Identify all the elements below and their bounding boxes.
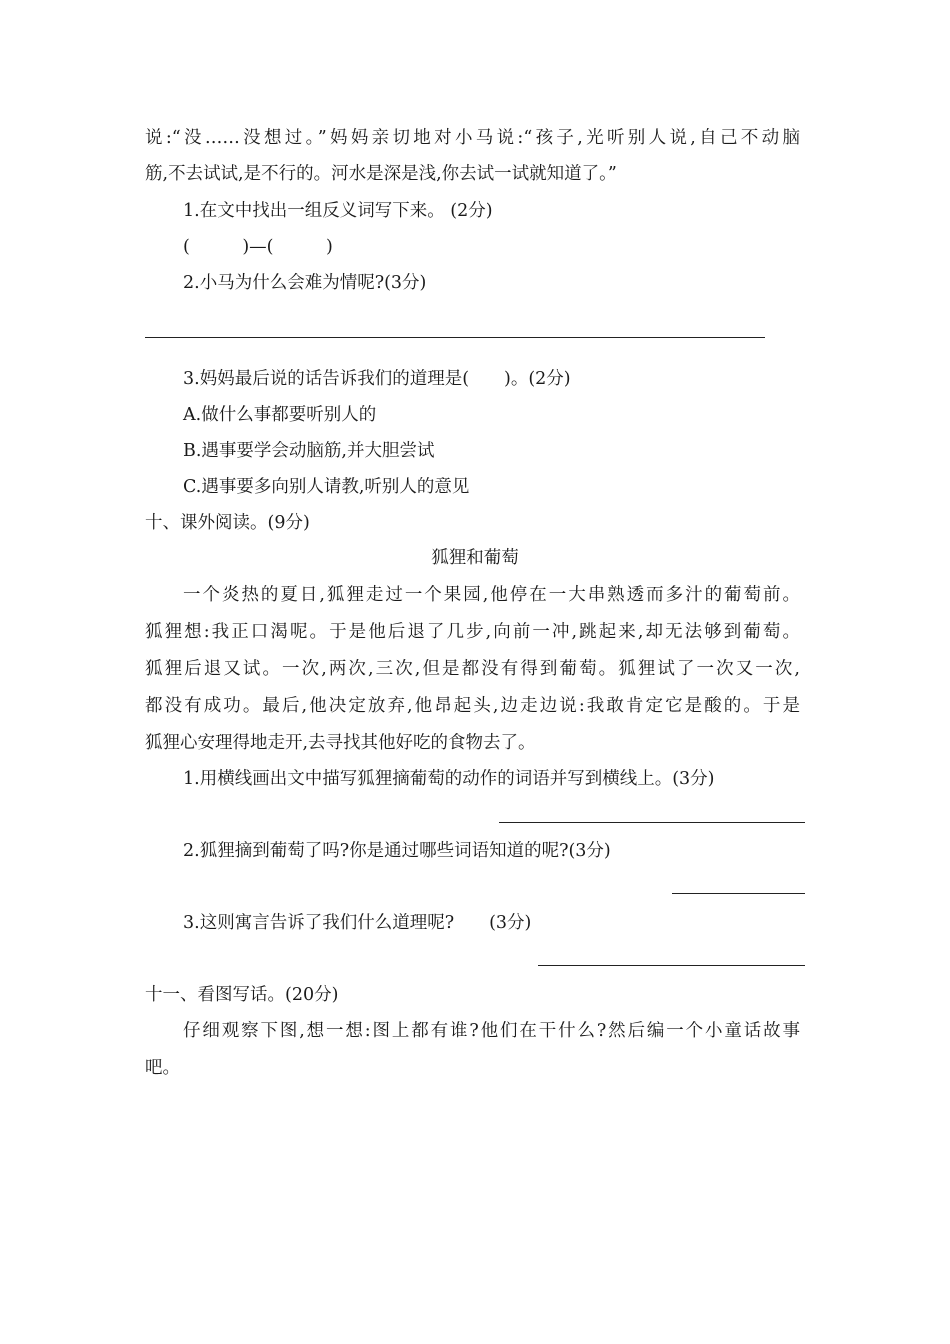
q9-answer-line-2[interactable] xyxy=(145,337,765,338)
q9-question-3: 3.妈妈最后说的话告诉我们的道理是( )。(2分) xyxy=(183,369,571,389)
story-line-1: 一个炎热的夏日,狐狸走过一个果园,他停在一大串熟透而多汁的葡萄前。 xyxy=(183,585,800,605)
q9-option-c: C.遇事要多向别人请教,听别人的意见 xyxy=(183,477,470,497)
s10-answer-line-2[interactable] xyxy=(672,893,805,894)
q9-question-2: 2.小马为什么会难为情呢?(3分) xyxy=(183,273,427,293)
s10-question-2: 2.狐狸摘到葡萄了吗?你是通过哪些词语知道的呢?(3分) xyxy=(183,841,611,861)
s11-prompt-line-2: 吧。 xyxy=(145,1058,180,1078)
passage-line-2: 筋,不去试试,是不行的。河水是深是浅,你去试一试就知道了。” xyxy=(145,164,617,184)
q9-option-a: A.做什么事都要听别人的 xyxy=(183,405,377,425)
section-10-heading: 十、课外阅读。(9分) xyxy=(145,513,310,533)
q9-question-1: 1.在文中找出一组反义词写下来。 (2分) xyxy=(183,201,493,221)
s10-question-3: 3.这则寓言告诉了我们什么道理呢? (3分) xyxy=(183,913,532,933)
s10-question-1: 1.用横线画出文中描写狐狸摘葡萄的动作的词语并写到横线上。(3分) xyxy=(183,769,715,789)
s11-prompt-line-1: 仔细观察下图,想一想:图上都有谁?他们在干什么?然后编一个小童话故事 xyxy=(183,1021,800,1041)
q9-antonym-blank[interactable]: ( )—( ) xyxy=(183,237,333,257)
story-title: 狐狸和葡萄 xyxy=(431,548,519,568)
s10-answer-line-1[interactable] xyxy=(499,822,805,823)
q9-option-b: B.遇事要学会动脑筋,并大胆尝试 xyxy=(183,441,435,461)
story-line-3: 狐狸后退又试。一次,两次,三次,但是都没有得到葡萄。狐狸试了一次又一次, xyxy=(145,659,800,679)
s10-answer-line-3[interactable] xyxy=(538,965,805,966)
passage-line-1: 说:“没……没想过。”妈妈亲切地对小马说:“孩子,光听别人说,自己不动脑 xyxy=(145,128,800,148)
story-line-5: 狐狸心安理得地走开,去寻找其他好吃的食物去了。 xyxy=(145,733,536,753)
section-11-heading: 十一、看图写话。(20分) xyxy=(145,985,339,1005)
story-line-4: 都没有成功。最后,他决定放弃,他昂起头,边走边说:我敢肯定它是酸的。于是 xyxy=(145,696,800,716)
story-line-2: 狐狸想:我正口渴呢。于是他后退了几步,向前一冲,跳起来,却无法够到葡萄。 xyxy=(145,622,800,642)
